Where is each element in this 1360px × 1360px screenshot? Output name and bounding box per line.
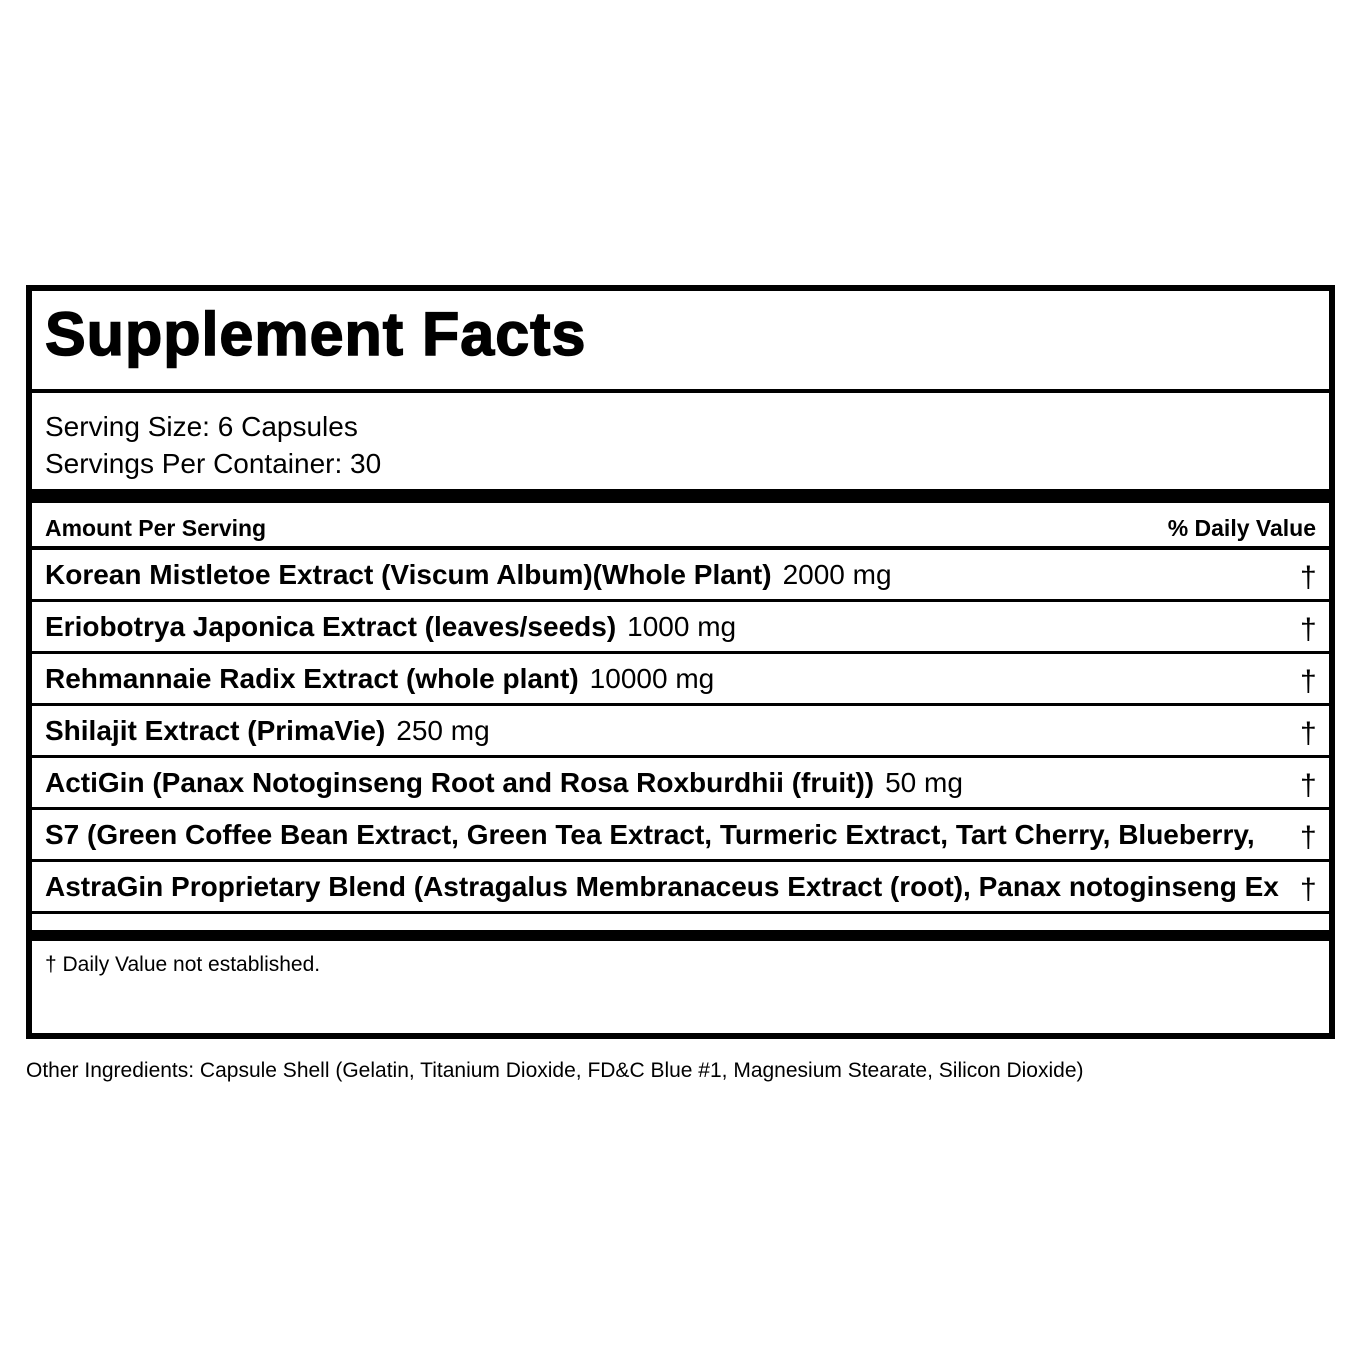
ingredient-name: S7 (Green Coffee Bean Extract, Green Tea Extract, Turmeric Extract, Tart Cherry, Blueberry,: [45, 819, 1255, 850]
ingredient-row: [32, 706, 1329, 758]
ingredient-row: [32, 810, 1329, 862]
title-section: [32, 291, 1329, 393]
ingredient-amount: 2000 mg: [782, 559, 892, 590]
amount-per-serving-label: Amount Per Serving: [45, 515, 267, 541]
serving-size: Serving Size: 6 Capsules: [45, 411, 358, 442]
ingredient-amount: 250 mg: [396, 715, 490, 746]
ingredient-name: Shilajit Extract (PrimaVie): [45, 715, 386, 746]
other-ingredients: Other Ingredients: Capsule Shell (Gelatin, Titanium Dioxide, FD&C Blue #1, Magnesium Stearate, Silicon Dioxide): [26, 1059, 1084, 1082]
daily-value-dagger: †: [1300, 873, 1317, 906]
footnote: † Daily Value not established.: [45, 953, 321, 976]
daily-value-dagger: †: [1300, 717, 1317, 750]
thick-divider: [32, 930, 1329, 941]
ingredient-amount: 10000 mg: [589, 663, 715, 694]
ingredient-amount: 50 mg: [885, 767, 963, 798]
ingredient-amount: 1000 mg: [627, 611, 737, 642]
ingredient-row: [32, 862, 1329, 914]
amount-per-serving-header: [32, 503, 1329, 550]
ingredient-row: [32, 758, 1329, 810]
daily-value-dagger: †: [1300, 821, 1317, 854]
ingredient-name: Rehmannaie Radix Extract (whole plant): [45, 663, 579, 694]
ingredient-name: Korean Mistletoe Extract (Viscum Album)(Whole Plant): [45, 559, 772, 590]
daily-value-label: % Daily Value: [1167, 515, 1316, 541]
daily-value-dagger: †: [1300, 769, 1317, 802]
supplement-facts-panel: [26, 285, 1335, 1039]
panel-title: Supplement Facts: [45, 300, 587, 368]
ingredient-row: [32, 602, 1329, 654]
ingredient-name: Eriobotrya Japonica Extract (leaves/seeds): [45, 611, 617, 642]
ingredient-name: ActiGin (Panax Notoginseng Root and Rosa Roxburdhii (fruit)): [45, 767, 875, 798]
servings-per-container: Servings Per Container: 30: [45, 448, 382, 479]
ingredient-row: [32, 654, 1329, 706]
daily-value-dagger: †: [1300, 665, 1317, 698]
ingredient-row: [32, 550, 1329, 602]
daily-value-dagger: †: [1300, 561, 1317, 594]
serving-section: [32, 393, 1329, 503]
ingredient-name: AstraGin Proprietary Blend (Astragalus Membranaceus Extract (root), Panax notoginseng Ex: [45, 871, 1279, 902]
daily-value-dagger: †: [1300, 613, 1317, 646]
